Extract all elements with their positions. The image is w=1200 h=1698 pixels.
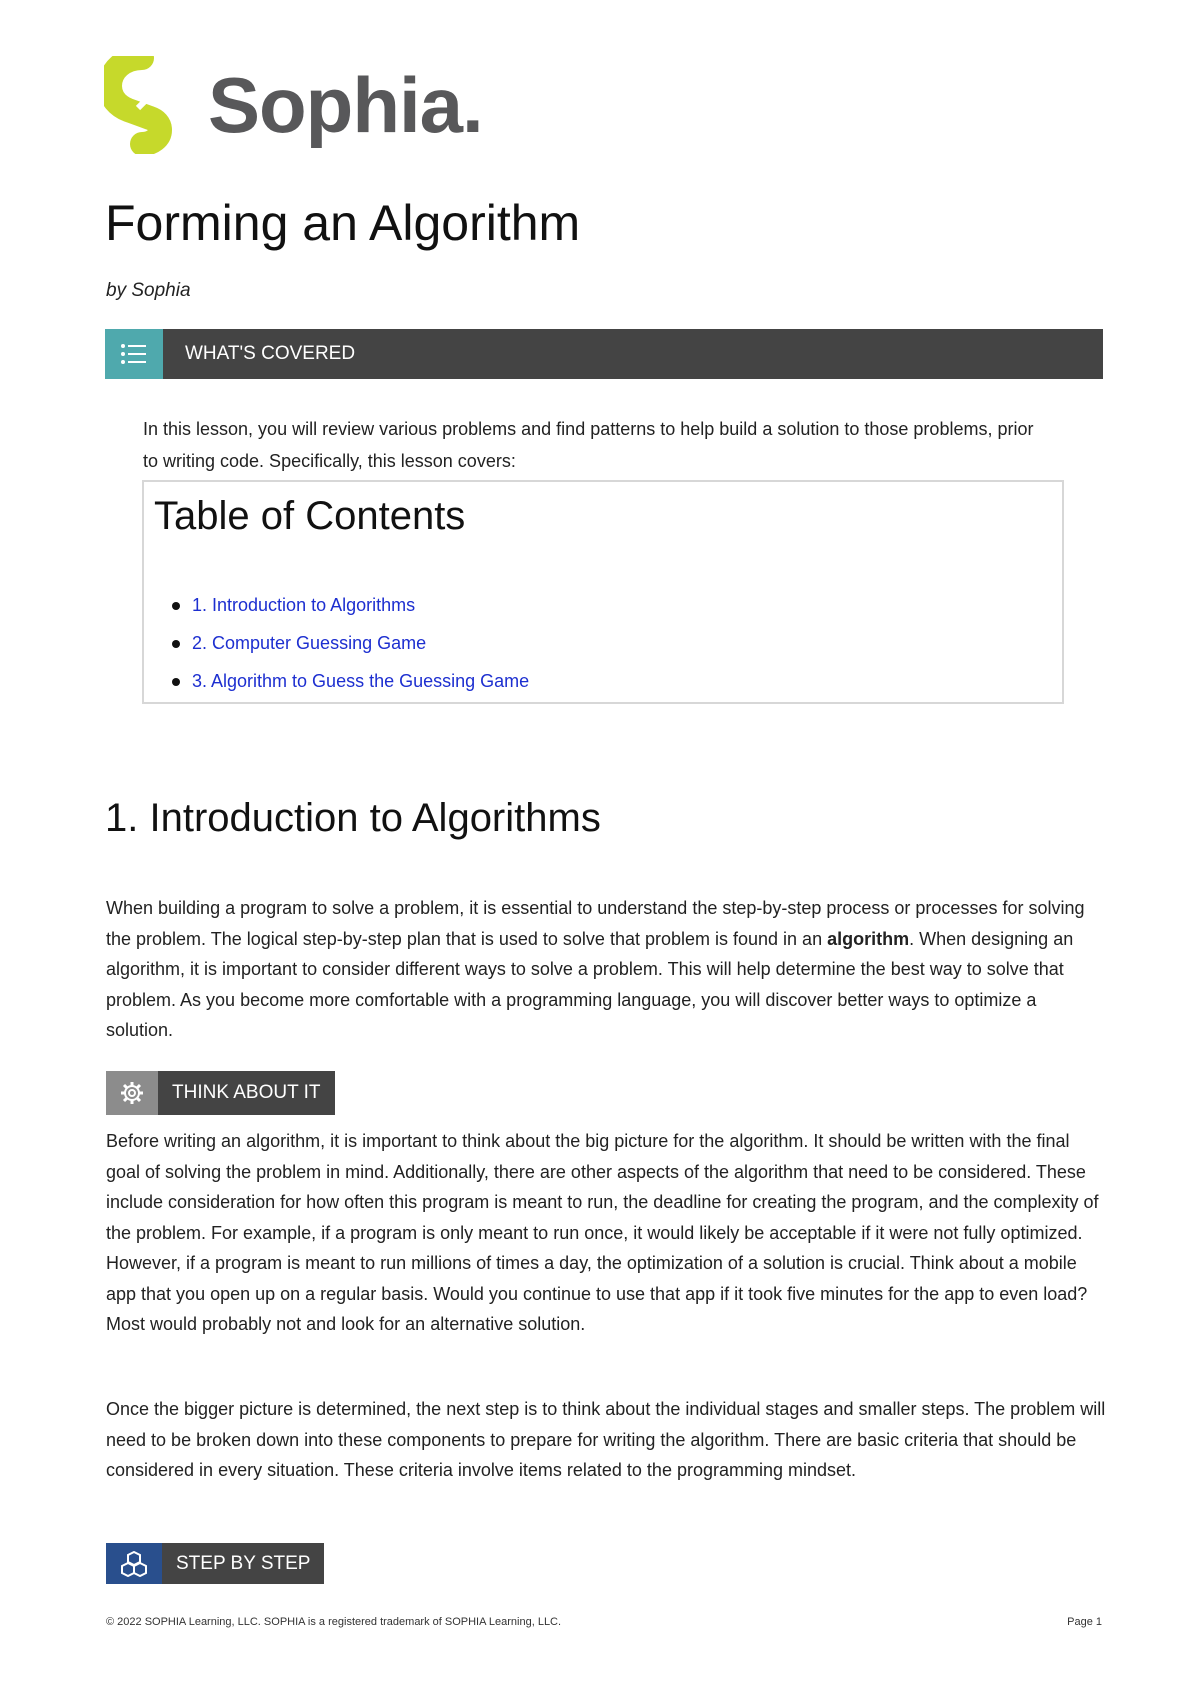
sophia-logo [104, 56, 483, 154]
whats-covered-label: WHAT'S COVERED [163, 329, 1103, 379]
think-about-it-banner [106, 1071, 335, 1115]
sophia-wordmark: Sophia. [208, 61, 483, 149]
toc-item [192, 624, 529, 662]
footer-copyright: © 2022 SOPHIA Learning, LLC. SOPHIA is a registered trademark of SOPHIA Learning, LLC. [106, 1616, 562, 1628]
toc-item [192, 662, 529, 700]
paragraph-big-picture: Before writing an algorithm, it is important to think about the big picture for the algorithm. It should be written with the final goal of solving the problem in mind. Additionally, there are other aspects of the algorithm that need to be considered. These include consideration for how often this program is meant to run, the deadline for creating the program, and the complexity of the problem. For example, if a program is only meant to run once, it would likely be acceptable if it were not fully optimized. However, if a program is meant to run millions of times a day, the optimization of a solution is crucial. Think about a mobile app that you open up on a regular basis. Would you continue to use that app if it took five minutes for the app to even load? Most would probably not and look for an alternative solution. [106, 1131, 1099, 1334]
toc-link-algorithm-guess[interactable]: 3. Algorithm to Guess the Guessing Game [192, 671, 530, 691]
toc-link-guessing-game[interactable]: 2. Computer Guessing Game [192, 633, 427, 653]
paragraph-algorithm-definition [106, 893, 1106, 1046]
term-algorithm: algorithm [827, 928, 910, 949]
page-number: Page 1 [1067, 1616, 1102, 1628]
toc-item [192, 586, 529, 624]
toc-heading: Table of Contents [154, 494, 466, 538]
step-by-step-banner [106, 1543, 324, 1584]
paragraph-text: . When designing an algorithm, it is important to consider different ways to solve a problem. This will help determine the best way to solve that problem. As you become more comfortable with a programming language, you will discover better ways to optimize a solution. [106, 928, 1074, 1040]
lesson-intro: In this lesson, you will review various problems and find patterns to help build a solution to those problems, prior to writing code. Specifically, this lesson covers: [143, 419, 1034, 471]
toc-link-introduction[interactable]: 1. Introduction to Algorithms [192, 595, 416, 615]
whats-covered-banner [105, 329, 1103, 379]
section-heading-introduction: 1. Introduction to Algorithms [105, 796, 601, 840]
think-about-it-label: THINK ABOUT IT [158, 1071, 335, 1115]
page-title: Forming an Algorithm [105, 195, 581, 251]
list-icon [105, 329, 163, 379]
toc-list [192, 586, 529, 700]
sophia-logo-mark-icon [104, 56, 180, 154]
byline: by Sophia [106, 280, 191, 301]
paragraph-smaller-steps: Once the bigger picture is determined, the next step is to think about the individual stages and smaller steps. The problem will need to be broken down into these components to prepare for writing the algorithm. There are basic criteria that should be considered in every situation. These criteria involve items related to the programming mindset. [106, 1399, 1106, 1480]
paragraph-text: When building a program to solve a problem, it is essential to understand the step-by-step process or processes for solving the problem. The logical step-by-step plan that is used to solve that problem is found in an [106, 898, 1085, 949]
table-of-contents [142, 480, 1064, 704]
gear-icon [106, 1071, 158, 1115]
cubes-icon [106, 1543, 162, 1584]
step-by-step-label: STEP BY STEP [162, 1543, 324, 1584]
